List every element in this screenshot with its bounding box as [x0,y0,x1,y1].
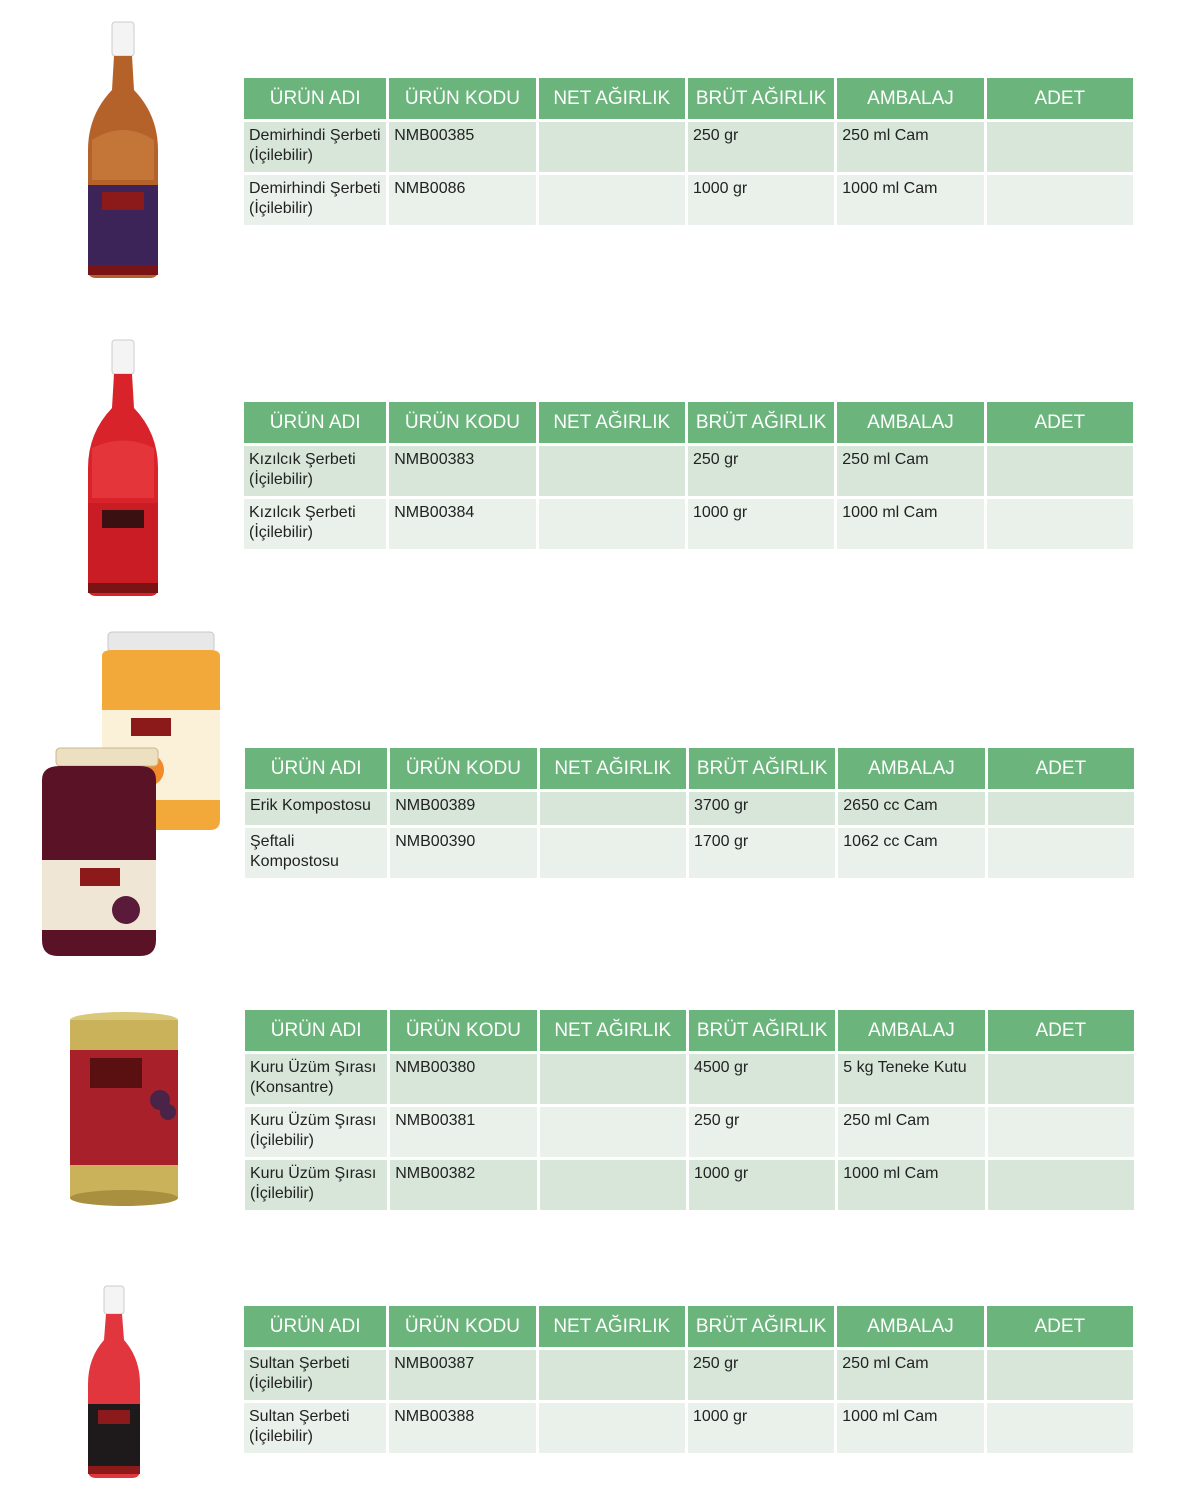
cell-adet [987,446,1133,496]
cell-code: NMB00381 [390,1107,536,1157]
cell-net [540,1160,686,1210]
column-header-adet: ADET [987,402,1133,443]
table-row [245,828,1134,878]
sira-tin-can-image [64,1010,184,1208]
cell-name: Kuru Üzüm Şırası (Konsantre) [245,1054,387,1104]
cell-net [539,1350,685,1400]
cell-net [539,446,685,496]
product-table-sultan [241,1303,1136,1456]
cell-ambalaj: 1062 cc Cam [838,828,984,878]
column-header-brut-agirlik: BRÜT AĞIRLIK [688,1306,834,1347]
column-header-ambalaj: AMBALAJ [837,402,983,443]
cell-code: NMB00384 [389,499,535,549]
cell-code: NMB00380 [390,1054,536,1104]
cell-code: NMB0086 [389,175,535,225]
cell-net [540,1054,686,1104]
cell-code: NMB00389 [390,792,536,825]
table-row [245,1160,1134,1210]
cell-code: NMB00383 [389,446,535,496]
column-header-urun-adi: ÜRÜN ADI [244,1306,386,1347]
column-header-ambalaj: AMBALAJ [838,748,984,789]
cell-ambalaj: 2650 cc Cam [838,792,984,825]
cell-code: NMB00388 [389,1403,535,1453]
cell-net [539,499,685,549]
table-row [244,1403,1133,1453]
column-header-urun-adi: ÜRÜN ADI [245,748,387,789]
cell-ambalaj: 250 ml Cam [837,446,983,496]
table-row [244,1350,1133,1400]
table-header-row [244,78,1133,119]
table-row [245,792,1134,825]
cell-adet [987,175,1133,225]
cell-adet [987,499,1133,549]
cell-brut: 250 gr [689,1107,835,1157]
cell-brut: 1000 gr [688,175,834,225]
cell-ambalaj: 1000 ml Cam [837,499,983,549]
column-header-net-agirlik: NET AĞIRLIK [540,1010,686,1051]
cell-code: NMB00382 [390,1160,536,1210]
cell-net [539,122,685,172]
cell-adet [987,1350,1133,1400]
cell-adet [988,792,1134,825]
cell-brut: 1000 gr [688,499,834,549]
column-header-urun-kodu: ÜRÜN KODU [389,1306,535,1347]
table-row [244,122,1133,172]
product-table-sira [242,1007,1137,1213]
column-header-ambalaj: AMBALAJ [837,1306,983,1347]
column-header-urun-kodu: ÜRÜN KODU [390,748,536,789]
table-header-row [244,402,1133,443]
cell-net [539,175,685,225]
column-header-net-agirlik: NET AĞIRLIK [539,78,685,119]
column-header-adet: ADET [987,78,1133,119]
column-header-brut-agirlik: BRÜT AĞIRLIK [688,78,834,119]
column-header-urun-adi: ÜRÜN ADI [245,1010,387,1051]
column-header-brut-agirlik: BRÜT AĞIRLIK [688,402,834,443]
table-row [244,175,1133,225]
table-header-row [245,748,1134,789]
cell-brut: 250 gr [688,1350,834,1400]
cell-name: Demirhindi Şerbeti (İçilebilir) [244,122,386,172]
cell-brut: 250 gr [688,122,834,172]
cell-brut: 1000 gr [688,1403,834,1453]
column-header-net-agirlik: NET AĞIRLIK [539,402,685,443]
table-row [244,499,1133,549]
table-row [245,1107,1134,1157]
column-header-adet: ADET [987,1306,1133,1347]
cell-name: Kuru Üzüm Şırası (İçilebilir) [245,1160,387,1210]
column-header-urun-kodu: ÜRÜN KODU [390,1010,536,1051]
product-table-demirhindi [241,75,1136,228]
table-row [244,446,1133,496]
cell-name: Demirhindi Şerbeti (İçilebilir) [244,175,386,225]
cell-name: Şeftali Kompostosu [245,828,387,878]
cell-adet [988,1107,1134,1157]
cell-adet [987,122,1133,172]
column-header-urun-kodu: ÜRÜN KODU [389,402,535,443]
cell-ambalaj: 250 ml Cam [837,122,983,172]
kizilcik-bottle-image [78,338,168,600]
cell-ambalaj: 5 kg Teneke Kutu [838,1054,984,1104]
cell-name: Sultan Şerbeti (İçilebilir) [244,1403,386,1453]
cell-brut: 1700 gr [689,828,835,878]
column-header-net-agirlik: NET AĞIRLIK [539,1306,685,1347]
cell-brut: 3700 gr [689,792,835,825]
cell-ambalaj: 1000 ml Cam [838,1160,984,1210]
cell-name: Kızılcık Şerbeti (İçilebilir) [244,499,386,549]
cell-adet [988,1054,1134,1104]
product-table-kompostolar [242,745,1137,881]
cell-name: Kuru Üzüm Şırası (İçilebilir) [245,1107,387,1157]
column-header-ambalaj: AMBALAJ [838,1010,984,1051]
column-header-adet: ADET [988,748,1134,789]
cell-ambalaj: 250 ml Cam [837,1350,983,1400]
table-header-row [245,1010,1134,1051]
cell-code: NMB00390 [390,828,536,878]
column-header-urun-kodu: ÜRÜN KODU [389,78,535,119]
column-header-brut-agirlik: BRÜT AĞIRLIK [689,748,835,789]
sultan-bottle-image [82,1284,146,1480]
table-row [245,1054,1134,1104]
column-header-ambalaj: AMBALAJ [837,78,983,119]
column-header-adet: ADET [988,1010,1134,1051]
column-header-brut-agirlik: BRÜT AĞIRLIK [689,1010,835,1051]
cell-name: Erik Kompostosu [245,792,387,825]
table-header-row [244,1306,1133,1347]
cell-brut: 1000 gr [689,1160,835,1210]
cell-adet [987,1403,1133,1453]
column-header-net-agirlik: NET AĞIRLIK [540,748,686,789]
cell-net [539,1403,685,1453]
cell-net [540,1107,686,1157]
cell-ambalaj: 1000 ml Cam [837,1403,983,1453]
cell-code: NMB00385 [389,122,535,172]
cell-net [540,792,686,825]
cell-net [540,828,686,878]
cell-brut: 4500 gr [689,1054,835,1104]
column-header-urun-adi: ÜRÜN ADI [244,402,386,443]
cell-adet [988,1160,1134,1210]
cell-ambalaj: 1000 ml Cam [837,175,983,225]
cell-brut: 250 gr [688,446,834,496]
cell-name: Sultan Şerbeti (İçilebilir) [244,1350,386,1400]
cell-ambalaj: 250 ml Cam [838,1107,984,1157]
cell-name: Kızılcık Şerbeti (İçilebilir) [244,446,386,496]
product-table-kizilcik [241,399,1136,552]
cell-adet [988,828,1134,878]
demirhindi-bottle-image [78,20,168,282]
komposto-jars-image [36,630,228,960]
column-header-urun-adi: ÜRÜN ADI [244,78,386,119]
cell-code: NMB00387 [389,1350,535,1400]
